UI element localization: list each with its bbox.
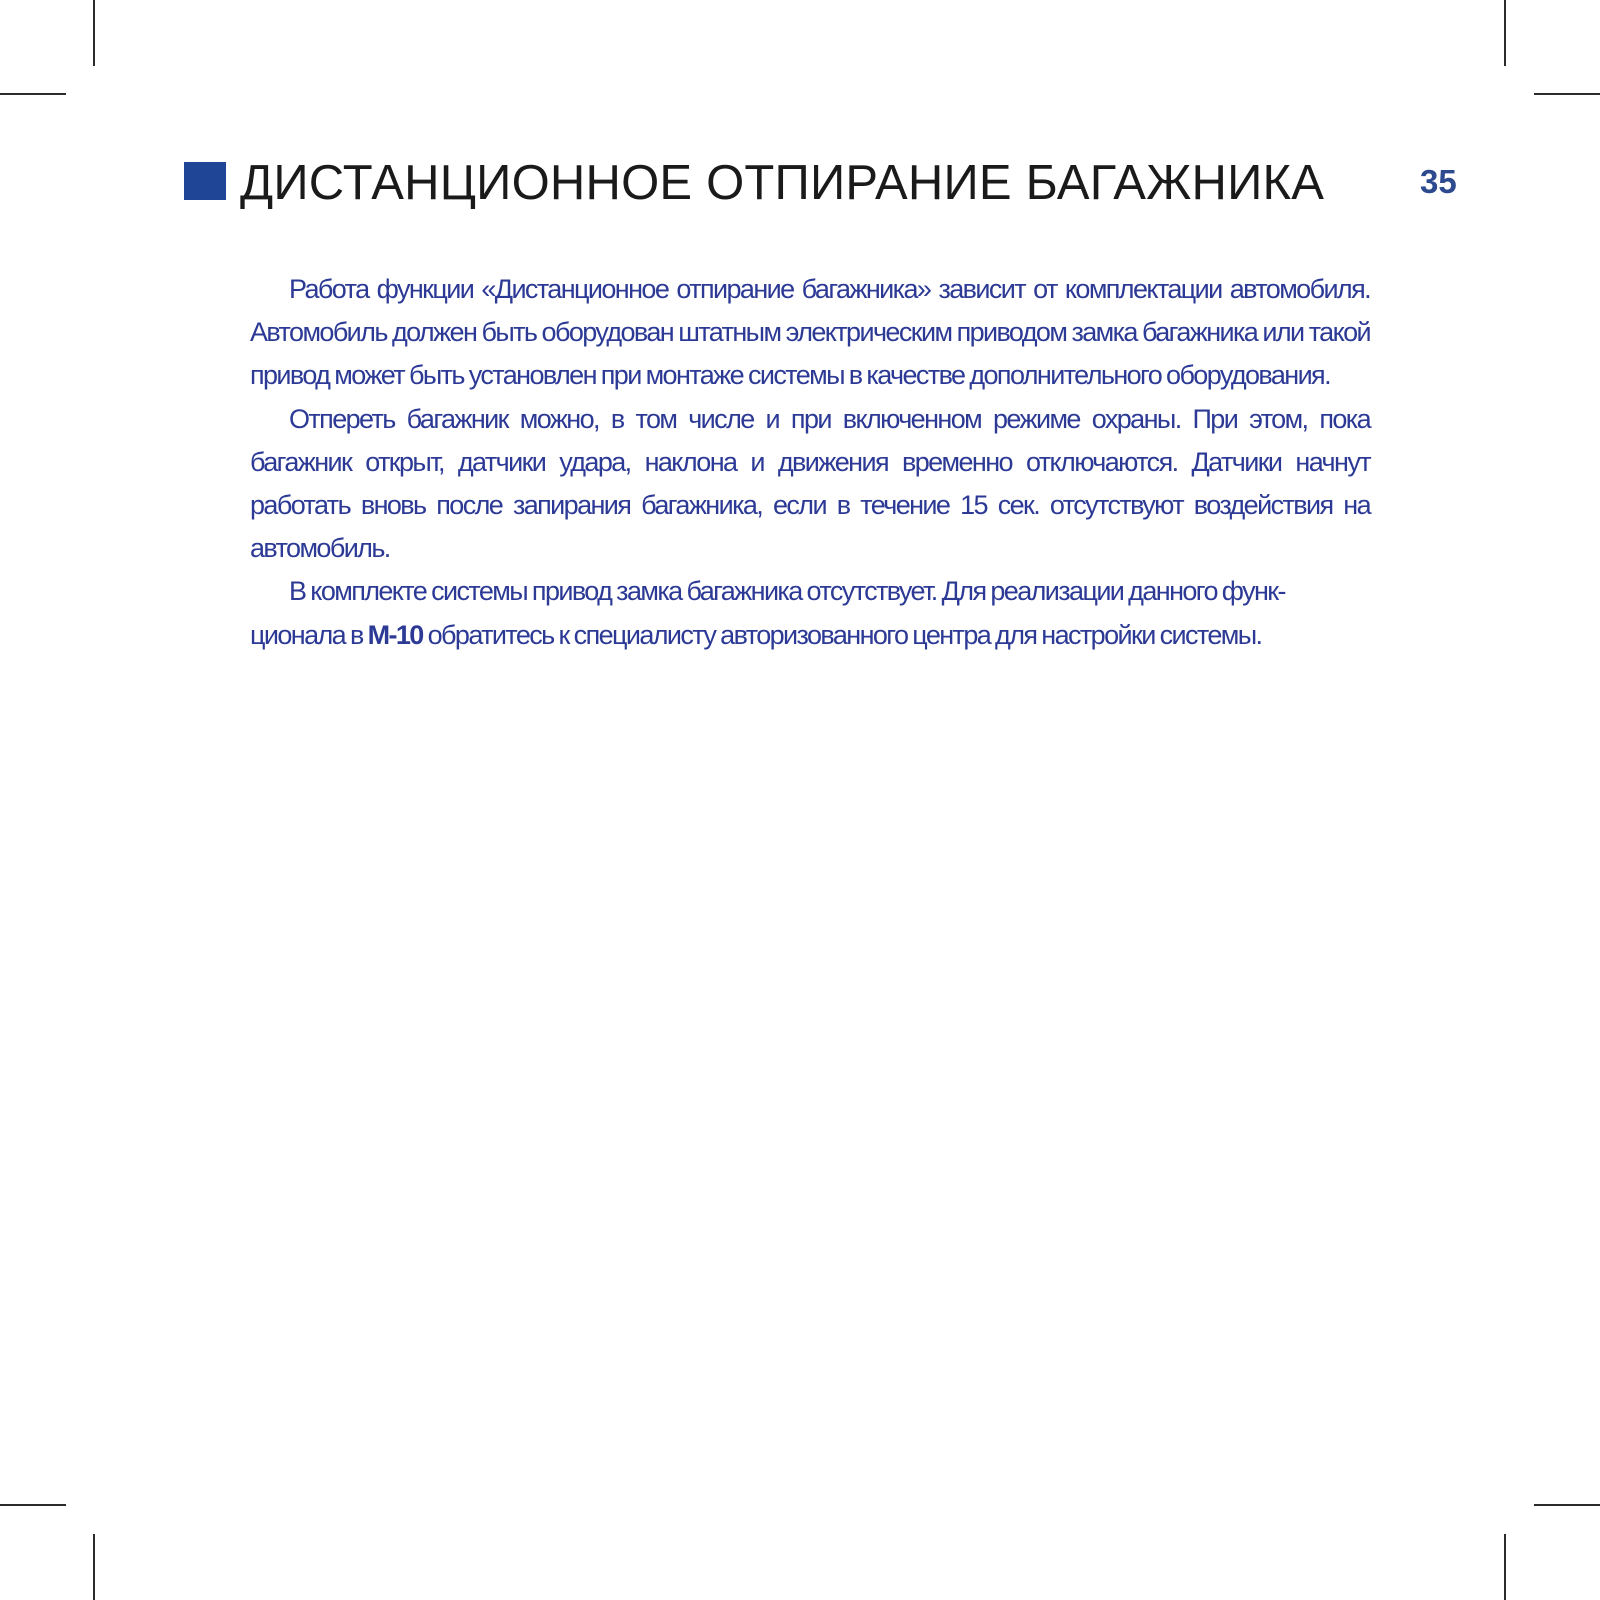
crop-mark-bottom-right-horizontal <box>1534 1504 1600 1506</box>
crop-mark-top-left-horizontal <box>0 93 66 95</box>
page-title: ДИСТАНЦИОННОЕ ОТПИРАНИЕ БАГАЖНИКА <box>240 156 1325 210</box>
paragraph-3-after: обратитесь к специалисту авторизованного центра для настройки системы. <box>422 619 1262 650</box>
crop-mark-bottom-right-vertical <box>1504 1534 1506 1600</box>
crop-mark-bottom-left-vertical <box>93 1534 95 1600</box>
body-text <box>250 268 1370 657</box>
paragraph-3-before: В комплекте системы привод замка багажника отсутствует. Для реализации данного функционала в <box>250 576 1287 650</box>
crop-mark-top-right-vertical <box>1504 0 1506 66</box>
page-number: 35 <box>1420 163 1457 200</box>
paragraph-3 <box>250 570 1370 656</box>
crop-mark-bottom-left-horizontal <box>0 1504 66 1506</box>
paragraph-2: Отпереть багажник можно, в том числе и при включенном режиме охраны. При этом, пока багажник открыт, датчики удара, наклона и движения временно отключаются. Датчики начнут работать вновь после запирания багажника, если в течение 15 сек. отсутствуют воздействия на автомобиль. <box>250 403 1370 564</box>
model-name: M-10 <box>367 619 423 650</box>
crop-mark-top-left-vertical <box>93 0 95 66</box>
crop-mark-top-right-horizontal <box>1534 93 1600 95</box>
title-square-marker <box>184 162 226 200</box>
paragraph-1: Работа функции «Дистанционное отпирание багажника» зависит от комплектации автомобиля. Автомобиль должен быть оборудован штатным электрическим приводом замка багажника или такой привод может быть установлен при монтаже системы в качестве дополнительного оборудования. <box>250 274 1370 391</box>
